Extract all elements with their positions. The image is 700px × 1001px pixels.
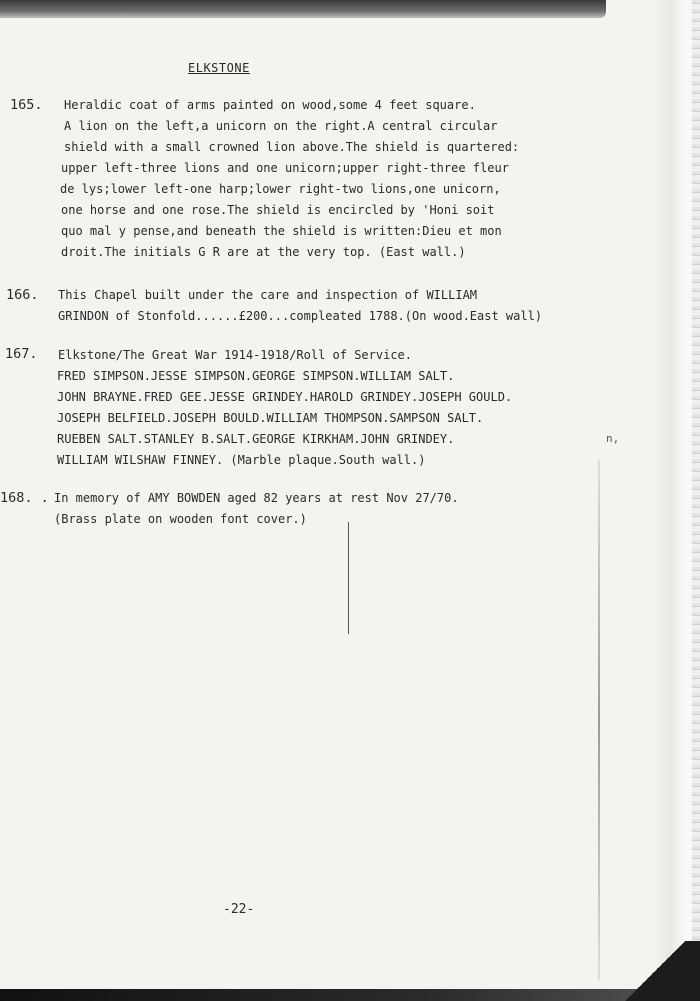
- text-line: droit.The initials G R are at the very top. (East wall.): [61, 245, 466, 259]
- text-line: RUEBEN SALT.STANLEY B.SALT.GEORGE KIRKHAM.JOHN GRINDEY.: [57, 432, 455, 446]
- entry-number: 165.: [10, 97, 43, 113]
- text-line: A lion on the left,a unicorn on the right.A central circular: [64, 119, 498, 133]
- text-line: Heraldic coat of arms painted on wood,some 4 feet square.: [64, 98, 476, 112]
- text-line: This Chapel built under the care and inspection of WILLIAM: [58, 288, 478, 302]
- entry-number: 168. .: [0, 490, 49, 506]
- text-line: In memory of AMY BOWDEN aged 82 years at rest Nov 27/70.: [54, 491, 459, 505]
- scan-corner-shadow: [610, 941, 700, 1001]
- margin-note: n,: [606, 432, 620, 445]
- text-line: JOHN BRAYNE.FRED GEE.JESSE GRINDEY.HAROLD GRINDEY.JOSEPH GOULD.: [57, 390, 513, 404]
- text-line: FRED SIMPSON.JESSE SIMPSON.GEORGE SIMPSON.WILLIAM SALT.: [57, 369, 455, 383]
- page-title: ELKSTONE: [188, 61, 250, 75]
- entry-text: [58, 285, 542, 327]
- text-line: Elkstone/The Great War 1914-1918/Roll of Service.: [58, 348, 413, 362]
- stray-pen-mark: [348, 522, 349, 634]
- page-edge-right: [692, 0, 700, 1001]
- entry-text: [54, 488, 459, 530]
- entry-text: [60, 95, 520, 263]
- text-line: shield with a small crowned lion above.The shield is quartered:: [64, 140, 520, 154]
- scan-shadow-top: [0, 0, 606, 18]
- text-line: JOSEPH BELFIELD.JOSEPH BOULD.WILLIAM THOMPSON.SAMPSON SALT.: [57, 411, 484, 425]
- page-number: -22-: [223, 902, 255, 917]
- text-line: upper left-three lions and one unicorn;upper right-three fleur: [61, 161, 509, 175]
- text-line: GRINDON of Stonfold......£200...compleated 1788.(On wood.East wall): [58, 309, 543, 323]
- entry-text: [58, 345, 512, 471]
- text-line: one horse and one rose.The shield is encircled by 'Honi soit: [61, 203, 495, 217]
- text-line: WILLIAM WILSHAW FINNEY. (Marble plaque.South wall.): [57, 453, 426, 467]
- entry-number: 167.: [5, 346, 38, 362]
- text-line: de lys;lower left-one harp;lower right-two lions,one unicorn,: [60, 182, 501, 196]
- entry-number: 166.: [6, 287, 39, 303]
- binding-shadow: [598, 460, 600, 980]
- scan-shadow-bottom: [0, 989, 700, 1001]
- text-line: quo mal y pense,and beneath the shield is written:Dieu et mon: [61, 224, 502, 238]
- text-line: (Brass plate on wooden font cover.): [54, 512, 307, 526]
